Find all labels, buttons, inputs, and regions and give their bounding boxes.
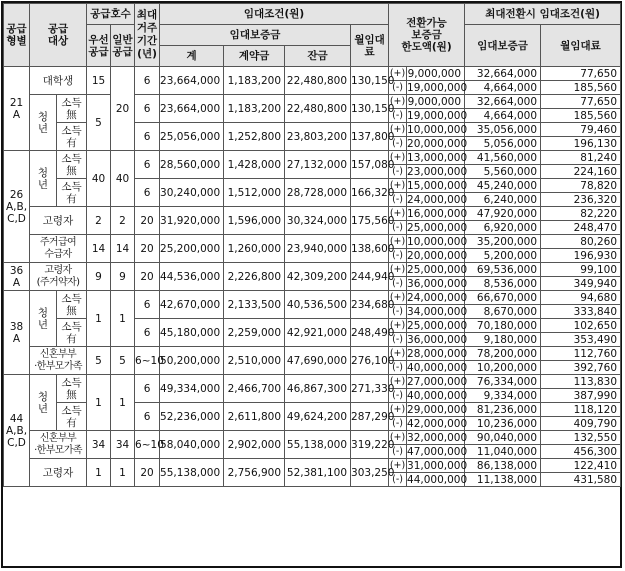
cell-general: 34	[111, 431, 135, 459]
cell-conv-rent: 102,650	[541, 319, 621, 333]
cell-sign: (+)	[389, 375, 406, 387]
cell-monthly-rent: 303,250	[351, 459, 389, 487]
cell-sign: (+)	[389, 151, 406, 163]
cell-conv-deposit: 8,536,000	[465, 277, 541, 291]
cell-conv-rent: 185,560	[541, 109, 621, 123]
cell-down-payment: 1,183,200	[224, 95, 285, 123]
cell-conversion-limit: 9,000,000	[407, 67, 465, 81]
cell-period: 6	[135, 95, 160, 123]
cell-conversion-limit: 23,000,000	[407, 165, 468, 178]
cell-conversion-limit: 20,000,000	[407, 249, 468, 262]
cell-conv-deposit: 4,664,000	[465, 109, 541, 123]
cell-period: 20	[135, 207, 160, 235]
cell-balance: 22,480,800	[285, 95, 351, 123]
cell-target: 고령자 (주거약자)	[30, 263, 87, 291]
cell-deposit-total: 55,138,000	[160, 459, 224, 487]
cell-target: 신혼부부 ·한부모가족	[30, 431, 87, 459]
cell-monthly-rent: 287,290	[351, 403, 389, 431]
cell-sign: (-)	[389, 277, 407, 291]
header-balance: 잔금	[285, 46, 351, 67]
cell-monthly-rent: 319,220	[351, 431, 389, 459]
cell-conv-rent: 392,760	[541, 361, 621, 375]
header-conv-deposit: 임대보증금	[465, 25, 541, 67]
cell-conversion-limit: 20,000,000	[407, 137, 468, 150]
cell-income: 소득 無	[57, 291, 87, 319]
cell-conv-deposit: 47,920,000	[465, 207, 541, 221]
cell-down-payment: 1,428,000	[224, 151, 285, 179]
cell-conv-deposit: 41,560,000	[465, 151, 541, 165]
cell-conversion-limit: 47,000,000	[407, 445, 468, 458]
cell-conversion-limit: 25,000,000	[407, 319, 468, 332]
cell-conv-deposit: 69,536,000	[465, 263, 541, 277]
cell-conv-rent: 132,550	[541, 431, 621, 445]
cell-balance: 22,480,800	[285, 67, 351, 95]
cell-priority: 9	[87, 263, 111, 291]
cell-conv-deposit: 90,040,000	[465, 431, 541, 445]
cell-down-payment: 1,512,000	[224, 179, 285, 207]
cell-type: 36 A	[4, 263, 30, 291]
header-down-payment: 계약금	[224, 46, 285, 67]
cell-period: 6	[135, 179, 160, 207]
cell-priority: 5	[87, 95, 111, 151]
cell-down-payment: 1,596,000	[224, 207, 285, 235]
cell-conv-deposit: 11,138,000	[465, 473, 541, 487]
cell-deposit-total: 28,560,000	[160, 151, 224, 179]
cell-conv-deposit: 9,180,000	[465, 333, 541, 347]
cell-conv-rent: 77,650	[541, 95, 621, 109]
cell-income: 소득 無	[57, 95, 87, 123]
cell-deposit-total: 52,236,000	[160, 403, 224, 431]
cell-general: 1	[111, 375, 135, 431]
cell-monthly-rent: 138,600	[351, 235, 389, 263]
cell-sign: (+)	[389, 459, 406, 471]
cell-conv-rent: 80,260	[541, 235, 621, 249]
cell-priority: 40	[87, 151, 111, 207]
cell-sign: (+)	[389, 207, 406, 219]
cell-conv-deposit: 32,664,000	[465, 67, 541, 81]
cell-general: 14	[111, 235, 135, 263]
cell-deposit-total: 42,670,000	[160, 291, 224, 319]
cell-period: 6	[135, 151, 160, 179]
cell-conversion-limit: 29,000,000	[407, 403, 468, 416]
cell-priority: 2	[87, 207, 111, 235]
cell-target: 주거급여 수급자	[30, 235, 87, 263]
cell-conversion-limit: 24,000,000	[407, 291, 468, 304]
cell-conv-deposit: 66,670,000	[465, 291, 541, 305]
cell-income: 소득 有	[57, 179, 87, 207]
cell-period: 6	[135, 319, 160, 347]
cell-income: 소득 無	[57, 375, 87, 403]
cell-period: 6	[135, 375, 160, 403]
header-deposit: 임대보증금	[160, 25, 351, 46]
cell-conversion-limit: 40,000,000	[407, 361, 468, 374]
cell-conversion-limit: 10,000,000	[407, 235, 468, 248]
cell-conversion-limit: 16,000,000	[407, 207, 468, 220]
cell-conv-rent: 78,820	[541, 179, 621, 193]
cell-sign: (-)	[389, 389, 407, 403]
cell-sign: (-)	[389, 137, 407, 151]
header-rent-conditions: 임대조건(원)	[160, 4, 389, 25]
cell-conversion-limit: 34,000,000	[407, 305, 468, 318]
table-row	[4, 291, 621, 305]
cell-conversion-limit: 19,000,000	[407, 81, 468, 94]
cell-sign: (-)	[389, 445, 407, 459]
cell-deposit-total: 49,334,000	[160, 375, 224, 403]
cell-target: 청 년	[30, 95, 57, 151]
header-monthly-rent: 월임대 료	[351, 25, 389, 67]
cell-general: 1	[111, 291, 135, 347]
cell-conversion-limit: 42,000,000	[407, 417, 468, 430]
cell-balance: 42,921,000	[285, 319, 351, 347]
cell-conversion-limit: 27,000,000	[407, 375, 468, 388]
cell-conv-rent: 333,840	[541, 305, 621, 319]
cell-conv-rent: 112,760	[541, 347, 621, 361]
cell-period: 6~10	[135, 347, 160, 375]
cell-period: 6~10	[135, 431, 160, 459]
cell-period: 20	[135, 459, 160, 487]
cell-conversion-limit: 32,000,000	[407, 431, 468, 444]
table-row	[4, 151, 621, 165]
cell-priority: 34	[87, 431, 111, 459]
cell-general: 40	[111, 151, 135, 207]
cell-conv-deposit: 5,056,000	[465, 137, 541, 151]
cell-conv-rent: 77,650	[541, 67, 621, 81]
cell-conv-deposit: 9,334,000	[465, 389, 541, 403]
cell-conv-rent: 122,410	[541, 459, 621, 473]
header-target: 공급 대상	[30, 4, 87, 67]
cell-sign: (+)	[389, 403, 406, 415]
cell-down-payment: 2,259,000	[224, 319, 285, 347]
cell-sign: (-)	[389, 473, 407, 487]
cell-balance: 30,324,000	[285, 207, 351, 235]
cell-period: 6	[135, 67, 160, 95]
cell-down-payment: 2,510,000	[224, 347, 285, 375]
rent-conditions-table-frame	[1, 1, 622, 568]
cell-conv-deposit: 5,200,000	[465, 249, 541, 263]
cell-down-payment: 2,611,800	[224, 403, 285, 431]
cell-monthly-rent: 276,100	[351, 347, 389, 375]
cell-conv-deposit: 78,200,000	[465, 347, 541, 361]
cell-down-payment: 1,183,200	[224, 67, 285, 95]
cell-balance: 28,728,000	[285, 179, 351, 207]
cell-down-payment: 1,260,000	[224, 235, 285, 263]
cell-deposit-total: 30,240,000	[160, 179, 224, 207]
cell-target: 고령자	[30, 459, 87, 487]
cell-conversion-limit: 15,000,000	[407, 179, 468, 192]
cell-conv-rent: 196,130	[541, 137, 621, 151]
cell-period: 6	[135, 403, 160, 431]
cell-target: 고령자	[30, 207, 87, 235]
header-conversion-limit: 전환가능 보증금 한도액(원)	[389, 4, 465, 67]
cell-conversion-limit: 44,000,000	[407, 473, 468, 486]
cell-down-payment: 1,252,800	[224, 123, 285, 151]
header-general-supply: 일반 공급	[111, 25, 135, 67]
cell-conv-deposit: 11,040,000	[465, 445, 541, 459]
cell-conv-rent: 248,470	[541, 221, 621, 235]
cell-balance: 52,381,100	[285, 459, 351, 487]
header-max-period: 최대 거주 기간 (년)	[135, 4, 160, 67]
table-row	[4, 459, 621, 473]
cell-sign: (+)	[389, 235, 406, 247]
cell-type: 38 A	[4, 291, 30, 375]
cell-conv-rent: 236,320	[541, 193, 621, 207]
cell-conv-rent: 387,990	[541, 389, 621, 403]
cell-period: 6	[135, 123, 160, 151]
cell-sign: (-)	[389, 333, 407, 347]
table-row	[4, 67, 621, 81]
table-row	[4, 375, 621, 389]
cell-target: 청 년	[30, 291, 57, 347]
cell-period: 20	[135, 263, 160, 291]
cell-sign: (+)	[389, 123, 406, 135]
cell-conv-deposit: 8,670,000	[465, 305, 541, 319]
cell-conv-rent: 431,580	[541, 473, 621, 487]
cell-conversion-limit: 36,000,000	[407, 333, 468, 346]
cell-target: 신혼부부 ·한부모가족	[30, 347, 87, 375]
cell-deposit-total: 45,180,000	[160, 319, 224, 347]
cell-balance: 47,690,000	[285, 347, 351, 375]
cell-sign: (+)	[389, 319, 406, 331]
cell-type: 21 A	[4, 67, 30, 151]
cell-sign: (+)	[389, 95, 406, 107]
cell-monthly-rent: 175,560	[351, 207, 389, 235]
cell-conv-deposit: 35,056,000	[465, 123, 541, 137]
table-row	[4, 347, 621, 361]
rent-conditions-table	[3, 3, 621, 487]
cell-balance: 23,940,000	[285, 235, 351, 263]
cell-balance: 46,867,300	[285, 375, 351, 403]
cell-deposit-total: 25,056,000	[160, 123, 224, 151]
cell-conv-rent: 456,300	[541, 445, 621, 459]
cell-target: 청 년	[30, 151, 57, 207]
cell-priority: 1	[87, 375, 111, 431]
cell-conversion-limit: 28,000,000	[407, 347, 468, 360]
cell-income: 소득 有	[57, 319, 87, 347]
cell-priority: 5	[87, 347, 111, 375]
cell-conversion-limit: 25,000,000	[407, 221, 468, 234]
cell-deposit-total: 50,200,000	[160, 347, 224, 375]
cell-sign: (+)	[389, 291, 406, 303]
cell-general: 5	[111, 347, 135, 375]
cell-priority: 14	[87, 235, 111, 263]
header-conv-rent: 월임대료	[541, 25, 621, 67]
cell-deposit-total: 23,664,000	[160, 95, 224, 123]
cell-conversion-limit: 9,000,000	[407, 95, 465, 109]
cell-conv-rent: 79,460	[541, 123, 621, 137]
cell-conv-rent: 94,680	[541, 291, 621, 305]
cell-conv-deposit: 32,664,000	[465, 95, 541, 109]
cell-down-payment: 2,756,900	[224, 459, 285, 487]
table-row	[4, 263, 621, 277]
cell-sign: (+)	[389, 67, 406, 79]
cell-conv-deposit: 10,200,000	[465, 361, 541, 375]
cell-conv-deposit: 4,664,000	[465, 81, 541, 95]
cell-conv-rent: 99,100	[541, 263, 621, 277]
cell-monthly-rent: 130,150	[351, 95, 389, 123]
cell-deposit-total: 25,200,000	[160, 235, 224, 263]
cell-type: 44 A,B, C,D	[4, 375, 30, 487]
header-supply-units: 공급호수	[87, 4, 135, 25]
cell-income: 소득 有	[57, 403, 87, 431]
cell-conv-deposit: 5,560,000	[465, 165, 541, 179]
cell-conv-rent: 353,490	[541, 333, 621, 347]
cell-deposit-total: 31,920,000	[160, 207, 224, 235]
table-row	[4, 207, 621, 221]
cell-monthly-rent: 166,320	[351, 179, 389, 207]
cell-monthly-rent: 244,940	[351, 263, 389, 291]
cell-down-payment: 2,133,500	[224, 291, 285, 319]
cell-general: 2	[111, 207, 135, 235]
cell-conversion-limit: 13,000,000	[407, 151, 468, 164]
table-row	[4, 235, 621, 249]
table-body	[4, 67, 621, 487]
cell-deposit-total: 44,536,000	[160, 263, 224, 291]
cell-conversion-limit: 19,000,000	[407, 109, 468, 122]
cell-income: 소득 無	[57, 151, 87, 179]
cell-conv-deposit: 76,334,000	[465, 375, 541, 389]
cell-monthly-rent: 271,330	[351, 375, 389, 403]
header-type: 공급 형별	[4, 4, 30, 67]
cell-down-payment: 2,466,700	[224, 375, 285, 403]
cell-balance: 55,138,000	[285, 431, 351, 459]
cell-conv-deposit: 86,138,000	[465, 459, 541, 473]
cell-conv-deposit: 45,240,000	[465, 179, 541, 193]
cell-balance: 27,132,000	[285, 151, 351, 179]
cell-deposit-total: 58,040,000	[160, 431, 224, 459]
cell-conv-rent: 224,160	[541, 165, 621, 179]
cell-conv-deposit: 6,920,000	[465, 221, 541, 235]
table-row	[4, 431, 621, 445]
cell-conversion-limit: 31,000,000	[407, 459, 468, 472]
cell-period: 6	[135, 291, 160, 319]
cell-balance: 40,536,500	[285, 291, 351, 319]
cell-sign: (-)	[389, 193, 407, 207]
cell-conv-rent: 196,930	[541, 249, 621, 263]
cell-sign: (-)	[389, 109, 407, 123]
cell-general: 9	[111, 263, 135, 291]
cell-conv-deposit: 70,180,000	[465, 319, 541, 333]
cell-conv-deposit: 6,240,000	[465, 193, 541, 207]
header-priority-supply: 우선 공급	[87, 25, 111, 67]
cell-down-payment: 2,902,000	[224, 431, 285, 459]
cell-priority: 1	[87, 459, 111, 487]
cell-conv-rent: 81,240	[541, 151, 621, 165]
cell-general: 1	[111, 459, 135, 487]
cell-monthly-rent: 248,490	[351, 319, 389, 347]
cell-conv-rent: 82,220	[541, 207, 621, 221]
cell-sign: (-)	[389, 305, 407, 319]
cell-monthly-rent: 234,680	[351, 291, 389, 319]
cell-priority: 1	[87, 291, 111, 347]
cell-conv-deposit: 10,236,000	[465, 417, 541, 431]
cell-type: 26 A,B, C,D	[4, 151, 30, 263]
cell-monthly-rent: 130,150	[351, 67, 389, 95]
cell-sign: (+)	[389, 179, 406, 191]
cell-conversion-limit: 10,000,000	[407, 123, 468, 136]
cell-balance: 49,624,200	[285, 403, 351, 431]
cell-sign: (-)	[389, 249, 407, 263]
cell-sign: (-)	[389, 417, 407, 431]
cell-conversion-limit: 36,000,000	[407, 277, 468, 290]
cell-income: 소득 有	[57, 123, 87, 151]
cell-priority: 15	[87, 67, 111, 95]
cell-conv-deposit: 81,236,000	[465, 403, 541, 417]
cell-sign: (+)	[389, 347, 406, 359]
cell-conversion-limit: 40,000,000	[407, 389, 468, 402]
cell-sign: (-)	[389, 221, 407, 235]
cell-conv-rent: 349,940	[541, 277, 621, 291]
cell-monthly-rent: 157,080	[351, 151, 389, 179]
cell-deposit-total: 23,664,000	[160, 67, 224, 95]
cell-balance: 23,803,200	[285, 123, 351, 151]
header-max-conversion: 최대전환시 임대조건(원)	[465, 4, 621, 25]
cell-target: 청 년	[30, 375, 57, 431]
cell-conversion-limit: 25,000,000	[407, 263, 468, 276]
header-deposit-total: 계	[160, 46, 224, 67]
cell-conv-rent: 113,830	[541, 375, 621, 389]
cell-period: 20	[135, 235, 160, 263]
cell-sign: (-)	[389, 165, 407, 179]
cell-conv-rent: 409,790	[541, 417, 621, 431]
cell-balance: 42,309,200	[285, 263, 351, 291]
cell-conv-rent: 185,560	[541, 81, 621, 95]
cell-conv-rent: 118,120	[541, 403, 621, 417]
cell-general: 20	[111, 67, 135, 151]
cell-sign: (+)	[389, 263, 406, 275]
cell-monthly-rent: 137,800	[351, 123, 389, 151]
cell-conv-deposit: 35,200,000	[465, 235, 541, 249]
cell-conversion-limit: 24,000,000	[407, 193, 468, 206]
cell-sign: (-)	[389, 361, 407, 375]
cell-target: 대학생	[30, 67, 87, 95]
cell-sign: (+)	[389, 431, 406, 443]
cell-sign: (-)	[389, 81, 407, 95]
table-row	[4, 95, 621, 109]
cell-down-payment: 2,226,800	[224, 263, 285, 291]
